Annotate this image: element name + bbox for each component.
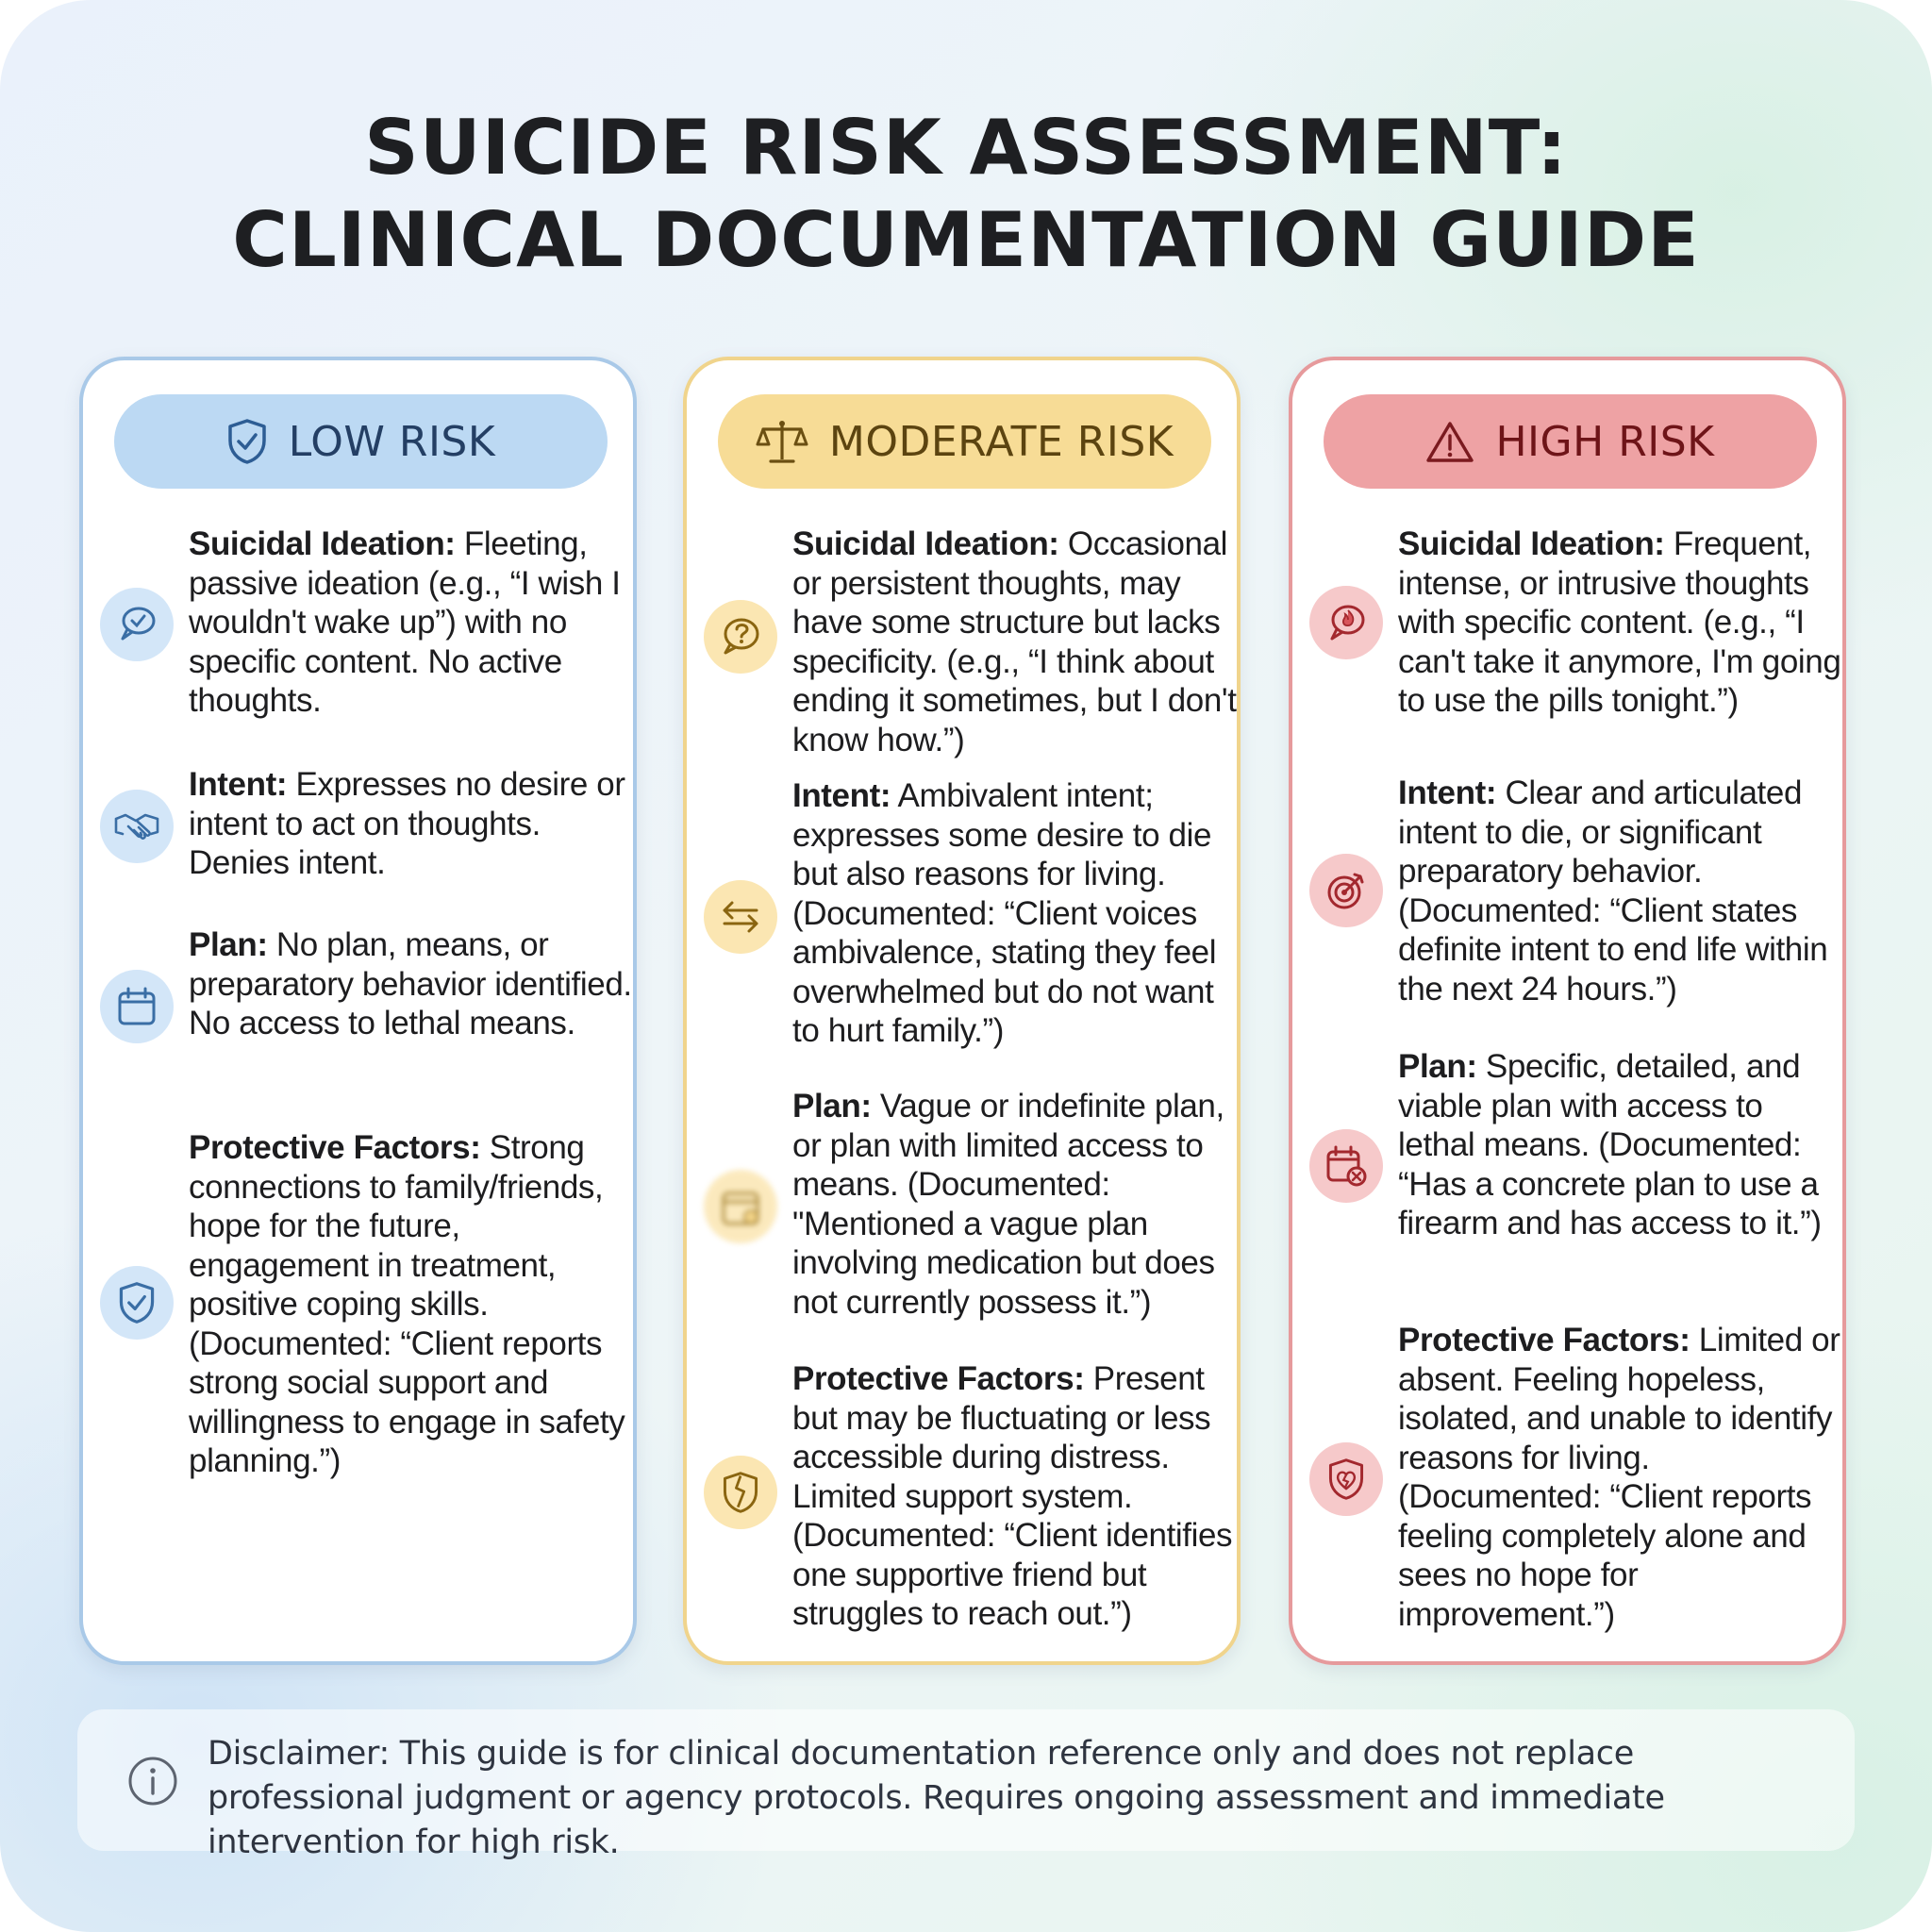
low-intent-heading: Intent: [189,766,288,803]
moderate-ideation-heading: Suicidal Ideation: [792,525,1059,562]
moderate-plan-heading: Plan: [792,1088,872,1124]
balance-scale-icon [756,418,808,465]
cracked-shield-icon [704,1456,777,1529]
high-plan-heading: Plan: [1398,1048,1477,1085]
calendar-icon [704,1170,777,1243]
moderate-ideation-body: Occasional or persistent thoughts, may have some structure but lacks specificity. (e.g., “I think about ending it sometimes, but I don't know how.”) [792,525,1237,758]
shield-check-icon [226,418,268,465]
moderate-ideation-text [792,525,1238,759]
high-ideation-text [1398,525,1843,721]
high-ideation-heading: Suicidal Ideation: [1398,525,1665,562]
shield-check-icon [100,1266,174,1340]
calendar-x-icon [1309,1129,1383,1203]
high-plan-body: Specific, detailed, and viable plan with access to lethal means. (Documented: “Has a concrete plan to use a firearm and has access to it.”) [1398,1048,1822,1241]
low-intent-body: Expresses no desire or intent to act on thoughts. Denies intent. [189,766,625,881]
moderate-risk-label: MODERATE RISK [828,417,1174,466]
low-protective-body: Strong connections to family/friends, hope for the future, engagement in treatment, positive coping skills. (Documented: “Client reports strong social support and willingness to engage in safety planning.”) [189,1129,625,1479]
moderate-plan-text [792,1087,1238,1322]
disclaimer-text: Disclaimer: This guide is for clinical documentation reference only and does not replace professional judgment or agency protocols. Requires ongoing assessment and immediate intervention for high risk. [208,1735,1665,1861]
high-risk-label: HIGH RISK [1495,417,1715,466]
low-risk-label: LOW RISK [288,417,496,466]
low-ideation-heading: Suicidal Ideation: [189,525,456,562]
handshake-icon [100,790,174,863]
high-plan-text [1398,1047,1843,1243]
arrows-exchange-icon [704,880,777,954]
warning-triangle-icon [1425,420,1474,463]
moderate-plan-body: Vague or indefinite plan, or plan with limited access to means. (Documented: "Mentioned a vague plan involving medication but does not currently possess it.”) [792,1088,1224,1321]
high-intent-body: Clear and articulated intent to die, or significant preparatory behavior. (Documented: “Client states definite intent to end life within the next 24 hours.”) [1398,774,1828,1008]
broken-heart-shield-icon [1309,1442,1383,1516]
low-risk-card [79,357,637,1665]
disclaimer-box [77,1709,1855,1861]
high-intent-text [1398,774,1843,1008]
low-protective-text [189,1128,634,1481]
low-plan-text [189,925,634,1043]
high-risk-card [1289,357,1846,1665]
low-plan-heading: Plan: [189,926,268,963]
high-protective-body: Limited or absent. Feeling hopeless, isolated, and unable to identify reasons for living. (Documented: “Client reports feeling completely alone and sees no hope for improvement.”) [1398,1322,1840,1633]
moderate-protective-heading: Protective Factors: [792,1360,1085,1397]
page-title [0,102,1932,287]
question-bubble-icon [704,600,777,674]
low-ideation-text [189,525,634,721]
title-line-1: SUICIDE RISK ASSESSMENT: [364,104,1568,192]
calendar-icon [100,970,174,1043]
low-protective-heading: Protective Factors: [189,1129,481,1166]
moderate-risk-card [683,357,1241,1665]
moderate-protective-body: Present but may be fluctuating or less accessible during distress. Limited support system. (Documented: “Client identifies one supportive friend but struggles to reach out.”) [792,1360,1233,1632]
low-ideation-body: Fleeting, passive ideation (e.g., “I wish I wouldn't wake up”) with no specific content. No active thoughts. [189,525,621,719]
high-ideation-body: Frequent, intense, or intrusive thoughts with specific content. (e.g., “I can't take it anymore, I'm going to use the pills tonight.”) [1398,525,1841,719]
moderate-risk-header [718,394,1211,489]
low-intent-text [189,765,634,883]
flame-bubble-icon [1309,586,1383,659]
moderate-intent-heading: Intent: [792,777,891,814]
thought-bubble-check-icon [100,588,174,661]
high-protective-heading: Protective Factors: [1398,1322,1690,1358]
moderate-protective-text [792,1359,1238,1634]
low-plan-body: No plan, means, or preparatory behavior identified. No access to lethal means. [189,926,632,1041]
high-protective-text [1398,1321,1843,1634]
moderate-intent-text [792,776,1238,1051]
target-icon [1309,854,1383,927]
moderate-intent-body: Ambivalent intent; expresses some desire to die but also reasons for living. (Documented: “Client voices ambivalence, stating they feel overwhelmed but do not want to hurt family.”) [792,777,1217,1049]
high-intent-heading: Intent: [1398,774,1497,811]
low-risk-header [114,394,608,489]
high-risk-header [1324,394,1817,489]
info-circle-icon [126,1755,179,1811]
title-line-2: CLINICAL DOCUMENTATION GUIDE [232,196,1700,284]
